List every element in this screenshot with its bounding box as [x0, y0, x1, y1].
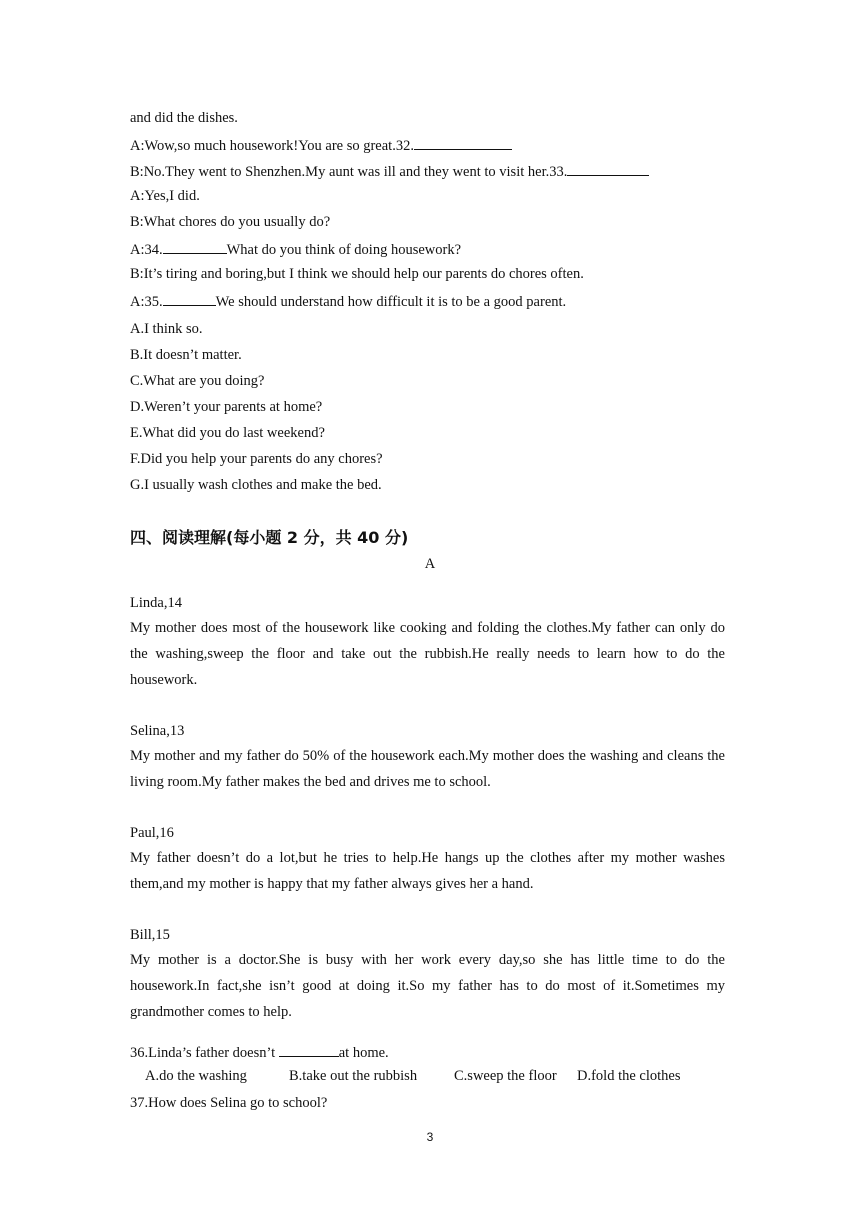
person-name: Linda,14 [130, 595, 182, 611]
person-paragraph: My mother and my father do 50% of the housework each.My mother does the washing and cleans the living room.My father makes the bed and drives me to school. [130, 748, 725, 790]
dialogue-line: A:Yes,I did. [130, 188, 200, 204]
dialogue-text: B:No.They went to Shenzhen.My aunt was ill and they went to visit her.33. [130, 164, 568, 180]
option-c[interactable]: C.sweep the floor [454, 1068, 557, 1084]
dialogue-line [130, 239, 461, 259]
person-paragraph: My mother is a doctor.She is busy with her work every day,so she has little time to do the housework.In fact,she isn’t good at doing it.So my father has to do most of it.Sometimes my grandmother comes to help. [130, 952, 725, 1020]
question-37: 37.How does Selina go to school? [130, 1095, 328, 1111]
answer-blank-34[interactable] [163, 239, 227, 254]
choice-item: D.Weren’t your parents at home? [130, 399, 323, 415]
dialogue-line [130, 161, 649, 181]
answer-blank-32[interactable] [414, 135, 512, 150]
person-paragraph: My father doesn’t do a lot,but he tries to help.He hangs up the clothes after my mother washes them,and my mother is happy that my father always gives her a hand. [130, 850, 725, 892]
choice-item: E.What did you do last weekend? [130, 425, 325, 441]
passage-label: A [424, 556, 436, 572]
choice-item: F.Did you help your parents do any chores? [130, 451, 383, 467]
option-d[interactable]: D.fold the clothes [577, 1068, 681, 1084]
dialogue-line [130, 135, 512, 155]
option-b[interactable]: B.take out the rubbish [289, 1068, 418, 1084]
dialogue-text: We should understand how difficult it is to be a good parent. [215, 294, 567, 310]
question-text: at home. [338, 1045, 389, 1061]
choice-item: A.I think so. [130, 321, 203, 337]
dialogue-line: B:It’s tiring and boring,but I think we should help our parents do chores often. [130, 266, 584, 282]
dialogue-text: What do you think of doing housework? [226, 242, 462, 258]
dialogue-line [130, 291, 566, 311]
page-number: 3 [426, 1130, 434, 1144]
section-heading: 四、阅读理解(每小题 2 分，共 40 分) [130, 528, 409, 547]
dialogue-line: B:What chores do you usually do? [130, 214, 331, 230]
dialogue-text: A:35. [130, 294, 163, 310]
option-a[interactable]: A.do the washing [145, 1068, 247, 1084]
answer-blank-35[interactable] [163, 291, 216, 306]
answer-blank-33[interactable] [567, 161, 649, 176]
choice-item: B.It doesn’t matter. [130, 347, 242, 363]
person-name: Selina,13 [130, 723, 185, 739]
dialogue-text: A:34. [130, 242, 163, 258]
person-name: Bill,15 [130, 927, 170, 943]
dialogue-line: and did the dishes. [130, 110, 238, 126]
question-text: 36.Linda’s father doesn’t [130, 1045, 276, 1061]
choice-item: G.I usually wash clothes and make the bed. [130, 477, 382, 493]
person-name: Paul,16 [130, 825, 174, 841]
answer-blank-36[interactable] [279, 1042, 339, 1057]
choice-item: C.What are you doing? [130, 373, 265, 389]
dialogue-text: A:Wow,so much housework!You are so great.32. [130, 138, 414, 154]
question-36 [130, 1042, 389, 1062]
person-paragraph: My mother does most of the housework like cooking and folding the clothes.My father can only do the washing,sweep the floor and take out the rubbish.He really needs to learn how to do the housework. [130, 620, 725, 688]
